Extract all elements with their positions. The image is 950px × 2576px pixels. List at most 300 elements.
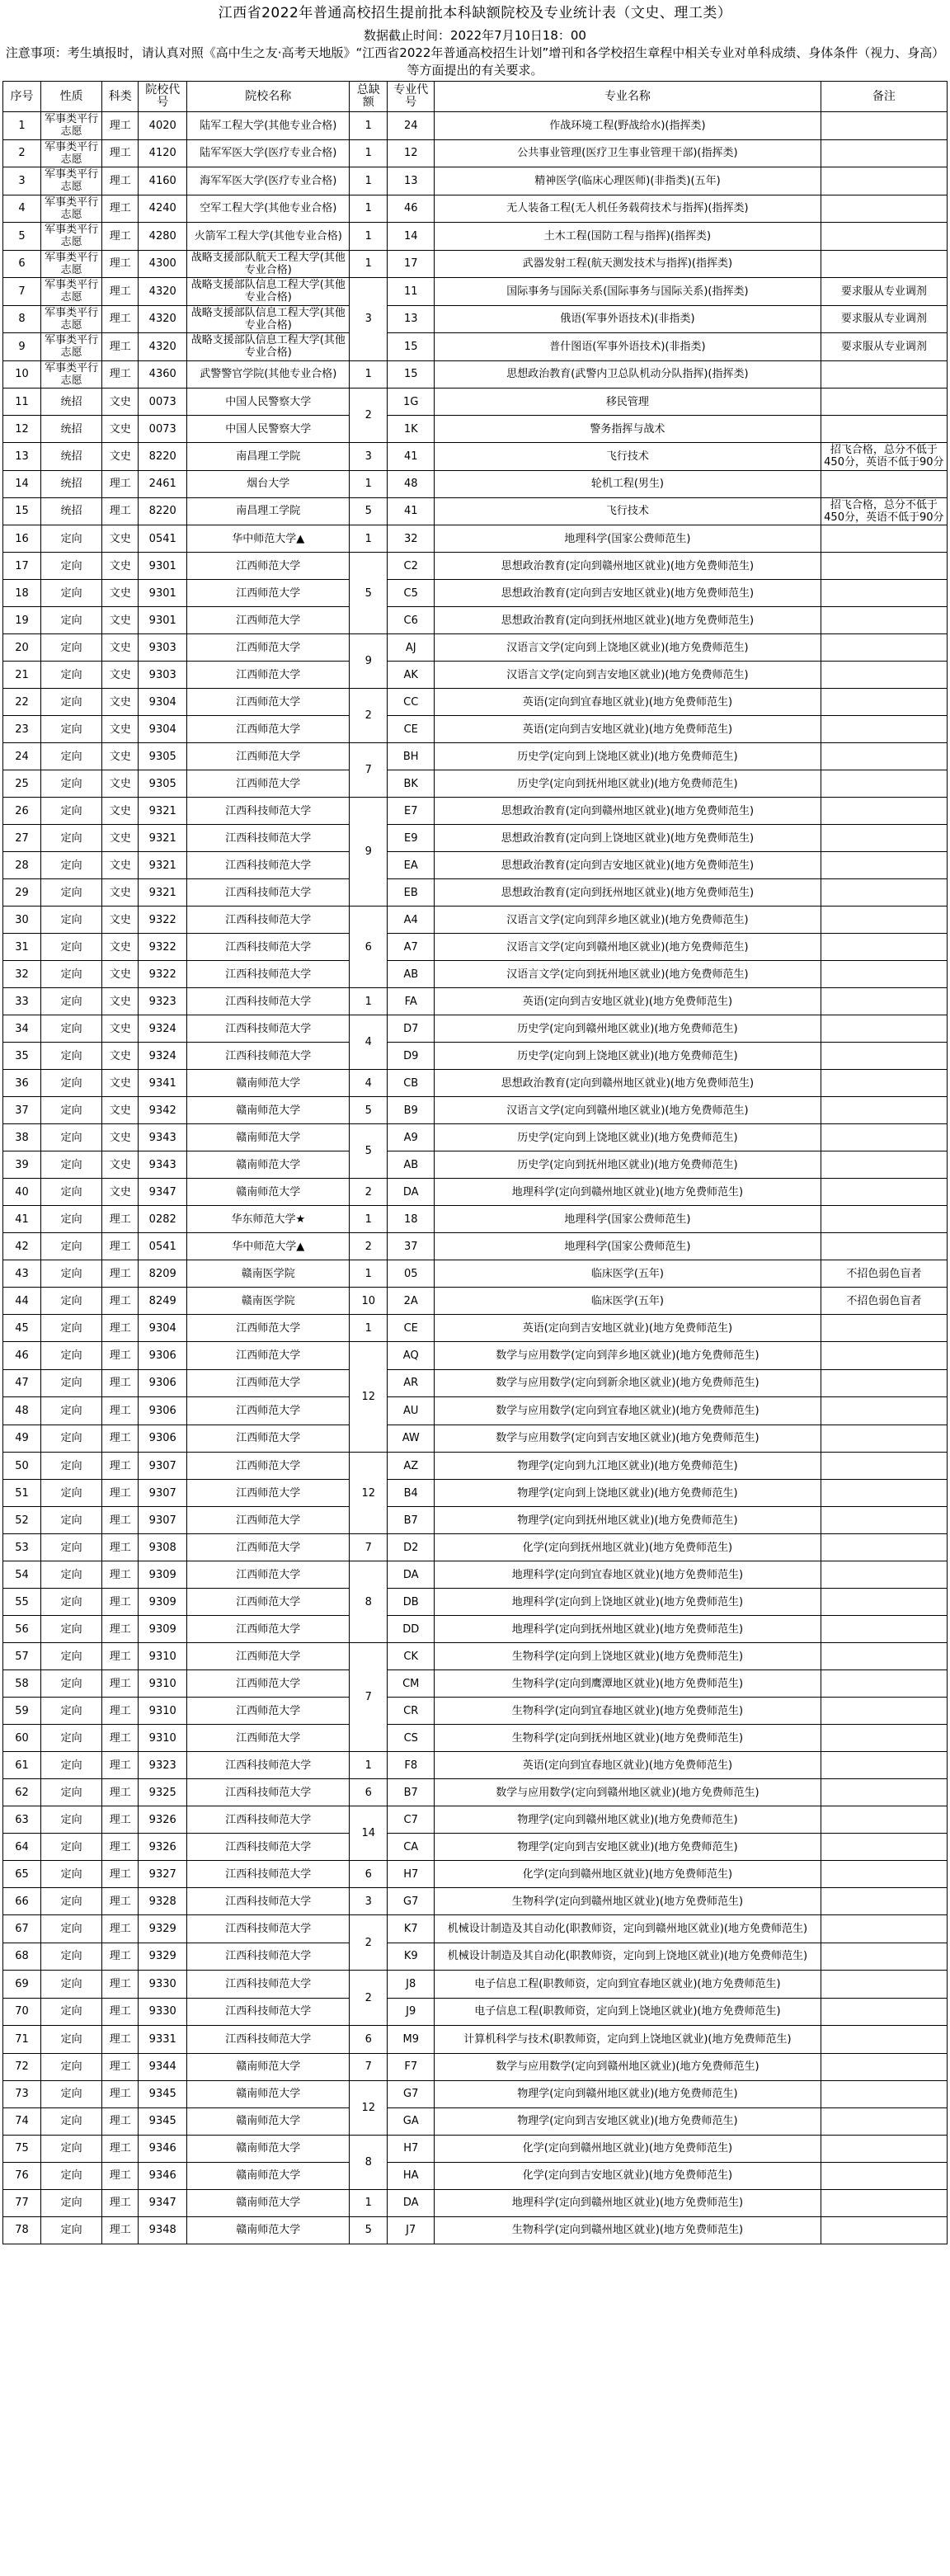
cell-nature: 定向 <box>40 743 101 770</box>
cell-category: 文史 <box>102 443 139 471</box>
cell-nature: 定向 <box>40 580 101 607</box>
table-row <box>3 1670 948 1698</box>
table-row <box>3 2162 948 2189</box>
cell-school-name: 江西科技师范大学 <box>187 879 350 907</box>
cell-seq: 2 <box>3 139 41 167</box>
cell-remarks <box>821 167 947 195</box>
cell-remarks <box>821 223 947 251</box>
cell-category: 文史 <box>102 689 139 716</box>
cell-nature: 统招 <box>40 416 101 443</box>
cell-seq: 33 <box>3 988 41 1015</box>
table-row <box>3 112 948 140</box>
cell-major-code: FA <box>388 988 435 1015</box>
cell-school-name: 战略支援部队航天工程大学(其他专业合格) <box>187 250 350 278</box>
cell-nature: 统招 <box>40 497 101 525</box>
cell-nature: 定向 <box>40 1561 101 1589</box>
cell-school-code: 9308 <box>139 1534 187 1561</box>
cell-nature: 定向 <box>40 1260 101 1288</box>
cell-remarks <box>821 2107 947 2135</box>
cell-major-name: 电子信息工程(职教师资，定向到宜春地区就业)(地方免费师范生) <box>435 1971 821 1999</box>
cell-remarks <box>821 580 947 607</box>
cell-category: 文史 <box>102 907 139 934</box>
table-row <box>3 389 948 416</box>
header-nature: 性质 <box>40 82 101 112</box>
cell-category: 文史 <box>102 770 139 798</box>
cell-school-name: 赣南师范大学 <box>187 2080 350 2107</box>
cell-nature: 定向 <box>40 934 101 961</box>
cell-seq: 1 <box>3 112 41 140</box>
cell-seq: 20 <box>3 634 41 662</box>
cell-nature: 定向 <box>40 1315 101 1342</box>
cell-major-code: C7 <box>388 1806 435 1834</box>
cell-category: 理工 <box>102 1779 139 1806</box>
cell-school-name: 华中师范大学▲ <box>187 1233 350 1260</box>
cell-total-vacancy: 1 <box>350 1260 388 1288</box>
cell-remarks <box>821 1971 947 1999</box>
cell-school-name: 江西科技师范大学 <box>187 1779 350 1806</box>
cell-school-code: 0073 <box>139 416 187 443</box>
cell-school-code: 9348 <box>139 2216 187 2244</box>
cell-total-vacancy: 1 <box>350 112 388 140</box>
cell-major-name: 公共事业管理(医疗卫生事业管理干部)(指挥类) <box>435 139 821 167</box>
cell-school-code: 9322 <box>139 907 187 934</box>
cell-school-code: 9345 <box>139 2080 187 2107</box>
cell-seq: 65 <box>3 1861 41 1888</box>
cell-seq: 54 <box>3 1561 41 1589</box>
cell-nature: 定向 <box>40 879 101 907</box>
cell-seq: 70 <box>3 1998 41 2026</box>
cell-seq: 57 <box>3 1643 41 1670</box>
cell-category: 理工 <box>102 1589 139 1616</box>
cell-remarks <box>821 1698 947 1725</box>
cell-remarks <box>821 2026 947 2054</box>
table-row <box>3 1725 948 1752</box>
cell-remarks <box>821 1507 947 1534</box>
cell-total-vacancy: 1 <box>350 250 388 278</box>
cell-seq: 30 <box>3 907 41 934</box>
cell-school-name: 江西师范大学 <box>187 1698 350 1725</box>
table-row <box>3 333 948 361</box>
cell-total-vacancy: 2 <box>350 1971 388 2026</box>
cell-nature: 定向 <box>40 1616 101 1643</box>
cell-remarks <box>821 1752 947 1779</box>
cell-school-name: 江西师范大学 <box>187 1369 350 1397</box>
cell-category: 文史 <box>102 1097 139 1124</box>
cell-school-code: 9326 <box>139 1806 187 1834</box>
cell-seq: 34 <box>3 1015 41 1043</box>
table-row <box>3 2216 948 2244</box>
cell-school-name: 江西师范大学 <box>187 770 350 798</box>
cell-school-code: 9306 <box>139 1397 187 1425</box>
cell-major-code: H7 <box>388 1861 435 1888</box>
cell-school-name: 烟台大学 <box>187 470 350 497</box>
cell-major-name: 汉语言文学(定向到上饶地区就业)(地方免费师范生) <box>435 634 821 662</box>
cell-school-name: 江西科技师范大学 <box>187 934 350 961</box>
cell-nature: 定向 <box>40 2026 101 2054</box>
header-category: 科类 <box>102 82 139 112</box>
cell-total-vacancy: 7 <box>350 2053 388 2080</box>
cell-school-code: 9309 <box>139 1616 187 1643</box>
cell-nature: 军事类平行志愿 <box>40 167 101 195</box>
cell-major-name: 化学(定向到吉安地区就业)(地方免费师范生) <box>435 2162 821 2189</box>
cell-remarks <box>821 2135 947 2162</box>
table-row <box>3 934 948 961</box>
cell-major-name: 生物科学(定向到赣州地区就业)(地方免费师范生) <box>435 1888 821 1915</box>
cell-seq: 51 <box>3 1480 41 1507</box>
table-row <box>3 1397 948 1425</box>
table-row <box>3 1124 948 1151</box>
cell-remarks <box>821 743 947 770</box>
cell-nature: 军事类平行志愿 <box>40 278 101 306</box>
cell-remarks <box>821 879 947 907</box>
cell-category: 理工 <box>102 2053 139 2080</box>
cell-seq: 76 <box>3 2162 41 2189</box>
cell-major-name: 物理学(定向到上饶地区就业)(地方免费师范生) <box>435 1480 821 1507</box>
table-row <box>3 497 948 525</box>
cell-major-name: 思想政治教育(定向到吉安地区就业)(地方免费师范生) <box>435 852 821 879</box>
cell-school-code: 9305 <box>139 743 187 770</box>
cell-major-name: 思想政治教育(武警内卫总队机动分队指挥)(指挥类) <box>435 360 821 389</box>
cell-nature: 定向 <box>40 553 101 580</box>
cell-nature: 定向 <box>40 988 101 1015</box>
cell-major-code: 41 <box>388 497 435 525</box>
cell-category: 文史 <box>102 879 139 907</box>
cell-total-vacancy: 5 <box>350 1124 388 1179</box>
cell-school-name: 江西师范大学 <box>187 743 350 770</box>
cell-school-code: 9347 <box>139 1179 187 1206</box>
cell-major-name: 电子信息工程(职教师资，定向到上饶地区就业)(地方免费师范生) <box>435 1998 821 2026</box>
cell-remarks <box>821 2189 947 2216</box>
cell-school-code: 9301 <box>139 553 187 580</box>
cell-seq: 44 <box>3 1288 41 1315</box>
cell-nature: 定向 <box>40 1888 101 1915</box>
cell-school-code: 4300 <box>139 250 187 278</box>
table-row <box>3 250 948 278</box>
cell-seq: 43 <box>3 1260 41 1288</box>
cell-major-name: 汉语言文学(定向到吉安地区就业)(地方免费师范生) <box>435 662 821 689</box>
cell-major-code: 18 <box>388 1206 435 1233</box>
cell-seq: 21 <box>3 662 41 689</box>
cell-category: 理工 <box>102 1861 139 1888</box>
cell-seq: 6 <box>3 250 41 278</box>
cell-seq: 68 <box>3 1943 41 1971</box>
cell-major-name: 汉语言文学(定向到赣州地区就业)(地方免费师范生) <box>435 934 821 961</box>
cell-nature: 定向 <box>40 852 101 879</box>
cell-school-code: 2461 <box>139 470 187 497</box>
cell-nature: 军事类平行志愿 <box>40 112 101 140</box>
cell-school-name: 赣南师范大学 <box>187 2189 350 2216</box>
cell-school-name: 赣南师范大学 <box>187 1097 350 1124</box>
table-row <box>3 167 948 195</box>
cell-school-name: 赣南医学院 <box>187 1260 350 1288</box>
cell-seq: 52 <box>3 1507 41 1534</box>
cell-category: 理工 <box>102 470 139 497</box>
cell-school-name: 江西师范大学 <box>187 1397 350 1425</box>
cell-major-code: EA <box>388 852 435 879</box>
cell-remarks <box>821 1561 947 1589</box>
table-row <box>3 825 948 852</box>
cell-remarks <box>821 1861 947 1888</box>
cell-nature: 定向 <box>40 798 101 825</box>
header-seq: 序号 <box>3 82 41 112</box>
cell-school-name: 江西师范大学 <box>187 1507 350 1534</box>
cell-major-name: 俄语(军事外语技术)(非指类) <box>435 305 821 333</box>
cell-seq: 46 <box>3 1342 41 1370</box>
cell-remarks <box>821 416 947 443</box>
cell-school-name: 赣南师范大学 <box>187 1070 350 1097</box>
cell-category: 理工 <box>102 1534 139 1561</box>
cell-total-vacancy: 1 <box>350 2189 388 2216</box>
cell-major-name: 数学与应用数学(定向到吉安地区就业)(地方免费师范生) <box>435 1425 821 1453</box>
cell-school-code: 9326 <box>139 1834 187 1861</box>
cell-seq: 3 <box>3 167 41 195</box>
cell-nature: 定向 <box>40 2216 101 2244</box>
cell-nature: 定向 <box>40 1070 101 1097</box>
cell-total-vacancy: 7 <box>350 743 388 798</box>
cell-category: 理工 <box>102 1397 139 1425</box>
cell-school-code: 0073 <box>139 389 187 416</box>
cell-total-vacancy: 2 <box>350 1915 388 1971</box>
cell-major-name: 化学(定向到赣州地区就业)(地方免费师范生) <box>435 1861 821 1888</box>
cell-remarks <box>821 961 947 988</box>
cell-remarks <box>821 1097 947 1124</box>
cell-school-name: 赣南师范大学 <box>187 2162 350 2189</box>
cell-remarks <box>821 1342 947 1370</box>
cell-total-vacancy: 5 <box>350 497 388 525</box>
cell-category: 理工 <box>102 1561 139 1589</box>
cell-remarks <box>821 1043 947 1070</box>
cell-nature: 定向 <box>40 1397 101 1425</box>
cell-remarks <box>821 852 947 879</box>
cell-school-name: 江西师范大学 <box>187 607 350 634</box>
cell-seq: 77 <box>3 2189 41 2216</box>
cell-major-code: A7 <box>388 934 435 961</box>
cell-seq: 16 <box>3 525 41 553</box>
cell-seq: 40 <box>3 1179 41 1206</box>
cell-nature: 定向 <box>40 1507 101 1534</box>
cell-category: 理工 <box>102 1643 139 1670</box>
cell-remarks <box>821 634 947 662</box>
cell-major-code: CC <box>388 689 435 716</box>
cell-school-code: 9329 <box>139 1915 187 1943</box>
cell-total-vacancy: 7 <box>350 1643 388 1752</box>
cell-remarks <box>821 1397 947 1425</box>
table-row <box>3 607 948 634</box>
cell-major-code: G7 <box>388 2080 435 2107</box>
cell-category: 文史 <box>102 1070 139 1097</box>
cell-major-name: 精神医学(临床心理医师)(非指类)(五年) <box>435 167 821 195</box>
cell-major-name: 飞行技术 <box>435 497 821 525</box>
cell-school-code: 9322 <box>139 961 187 988</box>
cell-remarks <box>821 525 947 553</box>
cell-major-code: DA <box>388 1561 435 1589</box>
cell-seq: 10 <box>3 360 41 389</box>
cell-seq: 71 <box>3 2026 41 2054</box>
cell-remarks <box>821 907 947 934</box>
cell-school-code: 9321 <box>139 825 187 852</box>
cell-seq: 26 <box>3 798 41 825</box>
cell-category: 文史 <box>102 961 139 988</box>
cell-school-code: 9306 <box>139 1425 187 1453</box>
table-row <box>3 1097 948 1124</box>
cell-nature: 定向 <box>40 1179 101 1206</box>
cell-seq: 59 <box>3 1698 41 1725</box>
cell-major-code: 15 <box>388 333 435 361</box>
cell-major-name: 计算机科学与技术(职教师资，定向到上饶地区就业)(地方免费师范生) <box>435 2026 821 2054</box>
cell-remarks <box>821 798 947 825</box>
cell-category: 理工 <box>102 1425 139 1453</box>
cell-major-code: CB <box>388 1070 435 1097</box>
cell-nature: 定向 <box>40 1233 101 1260</box>
cell-school-code: 9346 <box>139 2162 187 2189</box>
cell-category: 文史 <box>102 553 139 580</box>
cell-nature: 定向 <box>40 2053 101 2080</box>
cell-school-code: 9305 <box>139 770 187 798</box>
cell-category: 文史 <box>102 988 139 1015</box>
cell-school-code: 9310 <box>139 1643 187 1670</box>
cell-school-name: 江西师范大学 <box>187 634 350 662</box>
cell-total-vacancy: 1 <box>350 1752 388 1779</box>
cell-seq: 22 <box>3 689 41 716</box>
cell-nature: 军事类平行志愿 <box>40 360 101 389</box>
cell-school-code: 9347 <box>139 2189 187 2216</box>
cell-major-code: DA <box>388 2189 435 2216</box>
cell-major-name: 无人装备工程(无人机任务载荷技术与指挥)(指挥类) <box>435 195 821 223</box>
cell-major-name: 作战环境工程(野战给水)(指挥类) <box>435 112 821 140</box>
cell-category: 理工 <box>102 1507 139 1534</box>
header-remarks: 备注 <box>821 82 947 112</box>
cell-remarks <box>821 1589 947 1616</box>
cell-school-name: 江西师范大学 <box>187 1315 350 1342</box>
cell-category: 文史 <box>102 389 139 416</box>
cell-remarks <box>821 2216 947 2244</box>
cell-total-vacancy: 12 <box>350 1453 388 1534</box>
table-row <box>3 1534 948 1561</box>
cell-school-name: 江西科技师范大学 <box>187 1915 350 1943</box>
cell-major-name: 历史学(定向到抚州地区就业)(地方免费师范生) <box>435 770 821 798</box>
table-row <box>3 2053 948 2080</box>
table-row <box>3 634 948 662</box>
cell-school-name: 江西师范大学 <box>187 1561 350 1589</box>
cell-remarks <box>821 1179 947 1206</box>
cell-school-name: 江西科技师范大学 <box>187 852 350 879</box>
cell-remarks <box>821 553 947 580</box>
cell-seq: 15 <box>3 497 41 525</box>
cell-major-name: 地理科学(定向到抚州地区就业)(地方免费师范生) <box>435 1616 821 1643</box>
cell-school-name: 战略支援部队信息工程大学(其他专业合格) <box>187 278 350 306</box>
cell-nature: 定向 <box>40 662 101 689</box>
cell-school-code: 9301 <box>139 580 187 607</box>
cell-nature: 定向 <box>40 770 101 798</box>
cell-category: 文史 <box>102 798 139 825</box>
cell-school-code: 9343 <box>139 1124 187 1151</box>
cell-category: 理工 <box>102 1915 139 1943</box>
cell-major-name: 思想政治教育(定向到赣州地区就业)(地方免费师范生) <box>435 798 821 825</box>
cell-total-vacancy: 2 <box>350 389 388 443</box>
cell-school-name: 江西科技师范大学 <box>187 1015 350 1043</box>
cell-major-name: 机械设计制造及其自动化(职教师资，定向到赣州地区就业)(地方免费师范生) <box>435 1915 821 1943</box>
cell-seq: 4 <box>3 195 41 223</box>
cell-category: 理工 <box>102 139 139 167</box>
cell-category: 理工 <box>102 1288 139 1315</box>
cell-school-code: 9307 <box>139 1507 187 1534</box>
cell-major-code: AK <box>388 662 435 689</box>
cell-category: 理工 <box>102 2107 139 2135</box>
cell-major-code: 1G <box>388 389 435 416</box>
cell-category: 理工 <box>102 2080 139 2107</box>
cell-category: 理工 <box>102 2135 139 2162</box>
cell-school-code: 4240 <box>139 195 187 223</box>
cell-major-name: 临床医学(五年) <box>435 1288 821 1315</box>
cell-school-name: 火箭军工程大学(其他专业合格) <box>187 223 350 251</box>
cell-category: 理工 <box>102 195 139 223</box>
cell-school-code: 0541 <box>139 1233 187 1260</box>
header-major-code: 专业代号 <box>388 82 435 112</box>
table-row <box>3 1288 948 1315</box>
cell-remarks <box>821 1425 947 1453</box>
cell-major-name: 化学(定向到赣州地区就业)(地方免费师范生) <box>435 2135 821 2162</box>
cell-total-vacancy: 12 <box>350 1342 388 1453</box>
cell-seq: 55 <box>3 1589 41 1616</box>
cell-total-vacancy: 3 <box>350 278 388 361</box>
cell-major-code: CE <box>388 716 435 743</box>
cell-major-code: 1K <box>388 416 435 443</box>
cell-school-code: 9310 <box>139 1670 187 1698</box>
cell-major-name: 历史学(定向到赣州地区就业)(地方免费师范生) <box>435 1015 821 1043</box>
cell-major-name: 土木工程(国防工程与指挥)(指挥类) <box>435 223 821 251</box>
cell-major-name: 思想政治教育(定向到上饶地区就业)(地方免费师范生) <box>435 825 821 852</box>
cell-remarks <box>821 2080 947 2107</box>
cell-nature: 定向 <box>40 961 101 988</box>
cell-remarks <box>821 1070 947 1097</box>
cell-remarks <box>821 607 947 634</box>
cell-category: 理工 <box>102 333 139 361</box>
cell-major-name: 地理科学(定向到宜春地区就业)(地方免费师范生) <box>435 1561 821 1589</box>
cell-category: 理工 <box>102 167 139 195</box>
cell-school-code: 9304 <box>139 1315 187 1342</box>
cell-school-name: 空军工程大学(其他专业合格) <box>187 195 350 223</box>
cell-remarks <box>821 988 947 1015</box>
cell-seq: 12 <box>3 416 41 443</box>
cell-seq: 73 <box>3 2080 41 2107</box>
cell-seq: 29 <box>3 879 41 907</box>
table-row <box>3 1233 948 1260</box>
cell-seq: 69 <box>3 1971 41 1999</box>
cell-category: 文史 <box>102 416 139 443</box>
cell-nature: 定向 <box>40 2189 101 2216</box>
cell-school-code: 9342 <box>139 1097 187 1124</box>
cell-seq: 8 <box>3 305 41 333</box>
cell-nature: 定向 <box>40 1834 101 1861</box>
cell-category: 理工 <box>102 1752 139 1779</box>
table-row <box>3 1070 948 1097</box>
cell-seq: 62 <box>3 1779 41 1806</box>
cell-school-code: 8220 <box>139 443 187 471</box>
table-row <box>3 223 948 251</box>
deadline-text: 数据截止时间：2022年7月10日18：00 <box>364 28 586 43</box>
cell-major-code: H7 <box>388 2135 435 2162</box>
cell-seq: 14 <box>3 470 41 497</box>
cell-nature: 定向 <box>40 1288 101 1315</box>
table-body <box>3 112 948 2244</box>
cell-major-code: GA <box>388 2107 435 2135</box>
cell-nature: 军事类平行志愿 <box>40 223 101 251</box>
cell-major-name: 数学与应用数学(定向到萍乡地区就业)(地方免费师范生) <box>435 1342 821 1370</box>
cell-school-name: 江西师范大学 <box>187 1589 350 1616</box>
cell-school-name: 赣南师范大学 <box>187 1124 350 1151</box>
cell-school-code: 4020 <box>139 112 187 140</box>
cell-seq: 17 <box>3 553 41 580</box>
